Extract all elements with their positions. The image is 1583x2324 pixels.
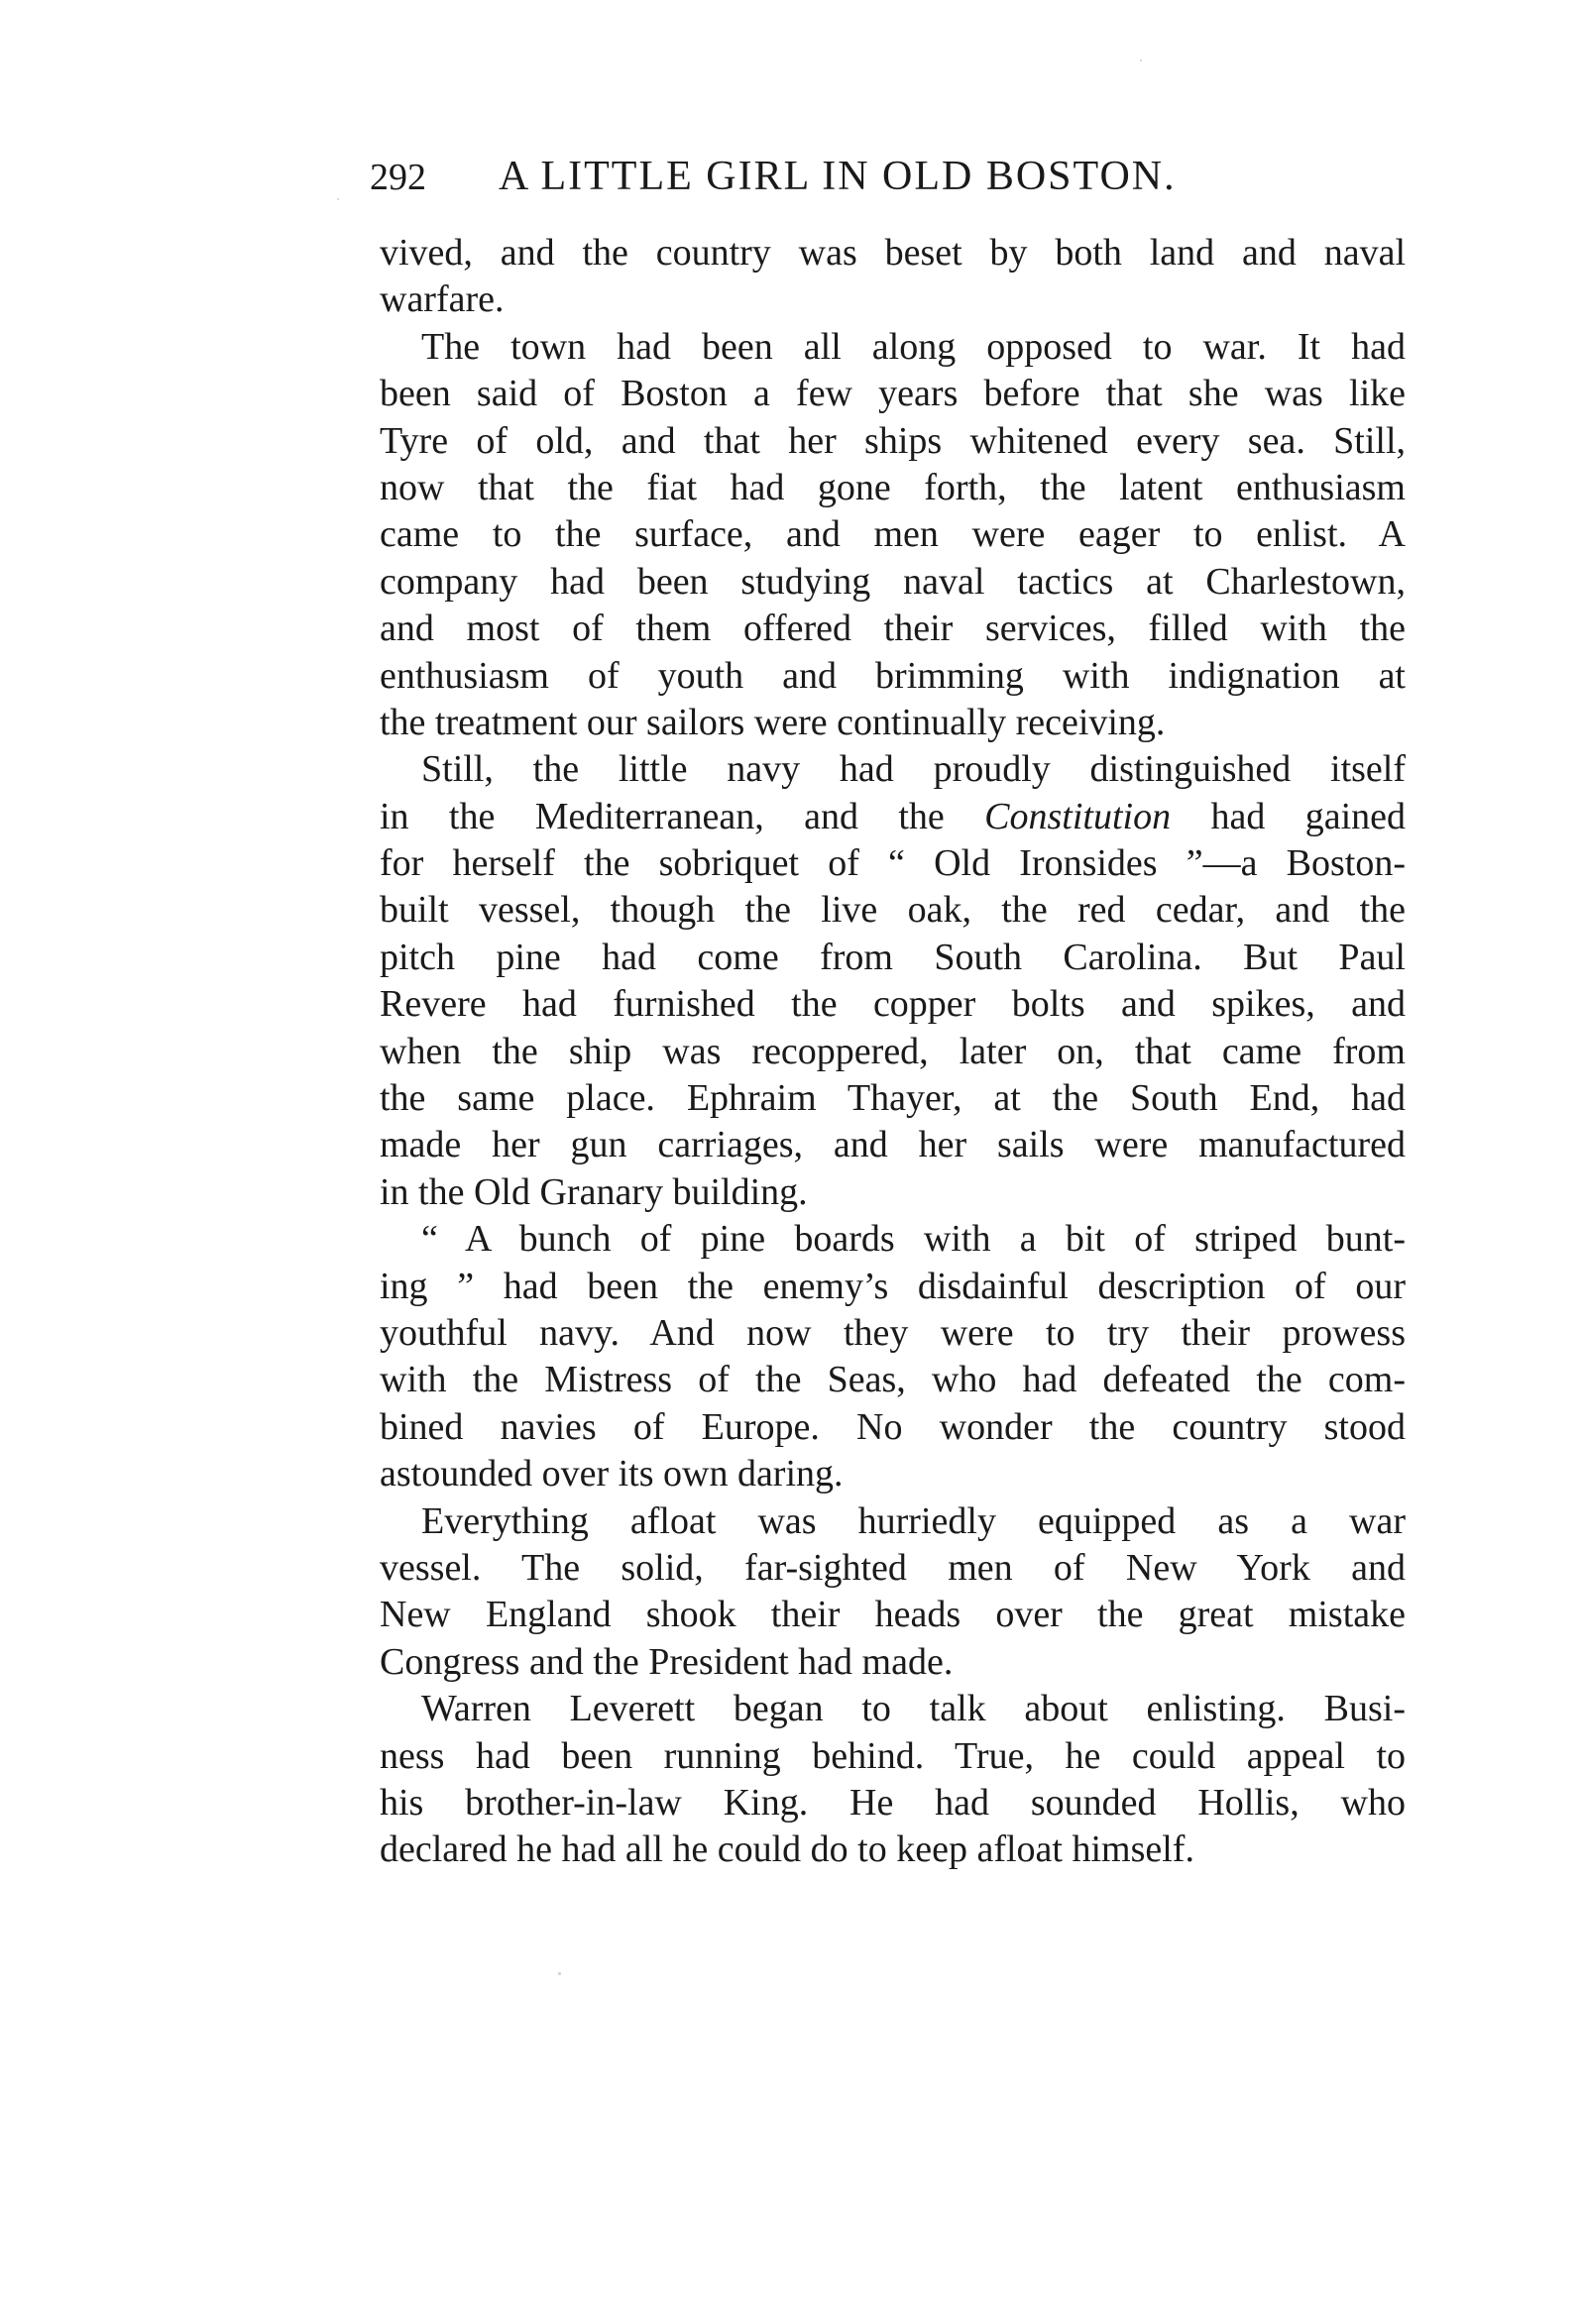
text-line: in the Old Granary building.	[380, 1170, 808, 1213]
text-line: pitch pine had come from South Carolina. But Paul	[380, 936, 1406, 978]
text-line: company had been studying naval tactics at Charlestown,	[380, 560, 1406, 603]
text-line: bined navies of Europe. No wonder the country stood	[380, 1405, 1406, 1448]
text-line: with the Mistress of the Seas, who had defeated the com-	[380, 1359, 1406, 1401]
body-text	[380, 230, 1406, 1874]
text-line	[380, 794, 1406, 840]
text-line: when the ship was recoppered, later on, that came from	[380, 1030, 1406, 1072]
text-line: for herself the sobriquet of “ Old Ironsides ”—a Boston-	[380, 842, 1406, 885]
text-line: now that the fiat had gone forth, the latent enthusiasm	[380, 466, 1406, 508]
text-line: warfare.	[380, 278, 505, 321]
text-line: Congress and the President had made.	[380, 1640, 954, 1683]
paper-speck	[558, 1972, 561, 1975]
text-line: Warren Leverett began to talk about enlisting. Busi-	[421, 1688, 1406, 1730]
text-line: made her gun carriages, and her sails were manufactured	[380, 1124, 1406, 1166]
text-line: ing ” had been the enemy’s disdainful description of our	[380, 1265, 1406, 1307]
running-title: A LITTLE GIRL IN OLD BOSTON.	[499, 154, 1177, 199]
text-line: “ A bunch of pine boards with a bit of striped bunt-	[421, 1218, 1406, 1261]
text-line: The town had been all along opposed to war. It had	[421, 325, 1406, 368]
text-line: ness had been running behind. True, he could appeal to	[380, 1734, 1406, 1777]
text-line: Revere had furnished the copper bolts and spikes, and	[380, 983, 1406, 1026]
text-line: built vessel, though the live oak, the red cedar, and the	[380, 889, 1406, 932]
text-line: the treatment our sailors were continually receiving.	[380, 701, 1166, 743]
text-line: enthusiasm of youth and brimming with indignation at	[380, 654, 1406, 697]
paper-speck	[337, 198, 339, 200]
text-line: been said of Boston a few years before that she was like	[380, 373, 1406, 415]
text-line: his brother-in-law King. He had sounded Hollis, who	[380, 1781, 1406, 1824]
text-line: Still, the little navy had proudly distinguished itself	[421, 748, 1406, 791]
italic-ship-name: Constitution	[984, 795, 1172, 837]
text-line: the same place. Ephraim Thayer, at the South End, had	[380, 1077, 1406, 1120]
text-line: vessel. The solid, far-sighted men of New York and	[380, 1546, 1406, 1589]
text-line: vived, and the country was beset by both land and naval	[380, 232, 1406, 274]
text-line: youthful navy. And now they were to try their prowess	[380, 1311, 1406, 1354]
running-head	[370, 147, 1401, 206]
text-segment: had gained	[1171, 795, 1406, 837]
text-line: New England shook their heads over the great mistake	[380, 1594, 1406, 1636]
text-line: and most of them offered their services, filled with the	[380, 608, 1406, 650]
text-line: Tyre of old, and that her ships whitened every sea. Still,	[380, 419, 1406, 462]
text-line: astounded over its own daring.	[380, 1453, 844, 1495]
paper-speck	[1140, 59, 1142, 61]
page-number: 292	[370, 157, 426, 198]
text-line: declared he had all he could do to keep afloat himself.	[380, 1828, 1194, 1871]
text-segment: in the Mediterranean, and the	[380, 795, 985, 837]
text-line: came to the surface, and men were eager to enlist. A	[380, 513, 1406, 556]
text-line: Everything afloat was hurriedly equipped as a war	[421, 1499, 1406, 1542]
